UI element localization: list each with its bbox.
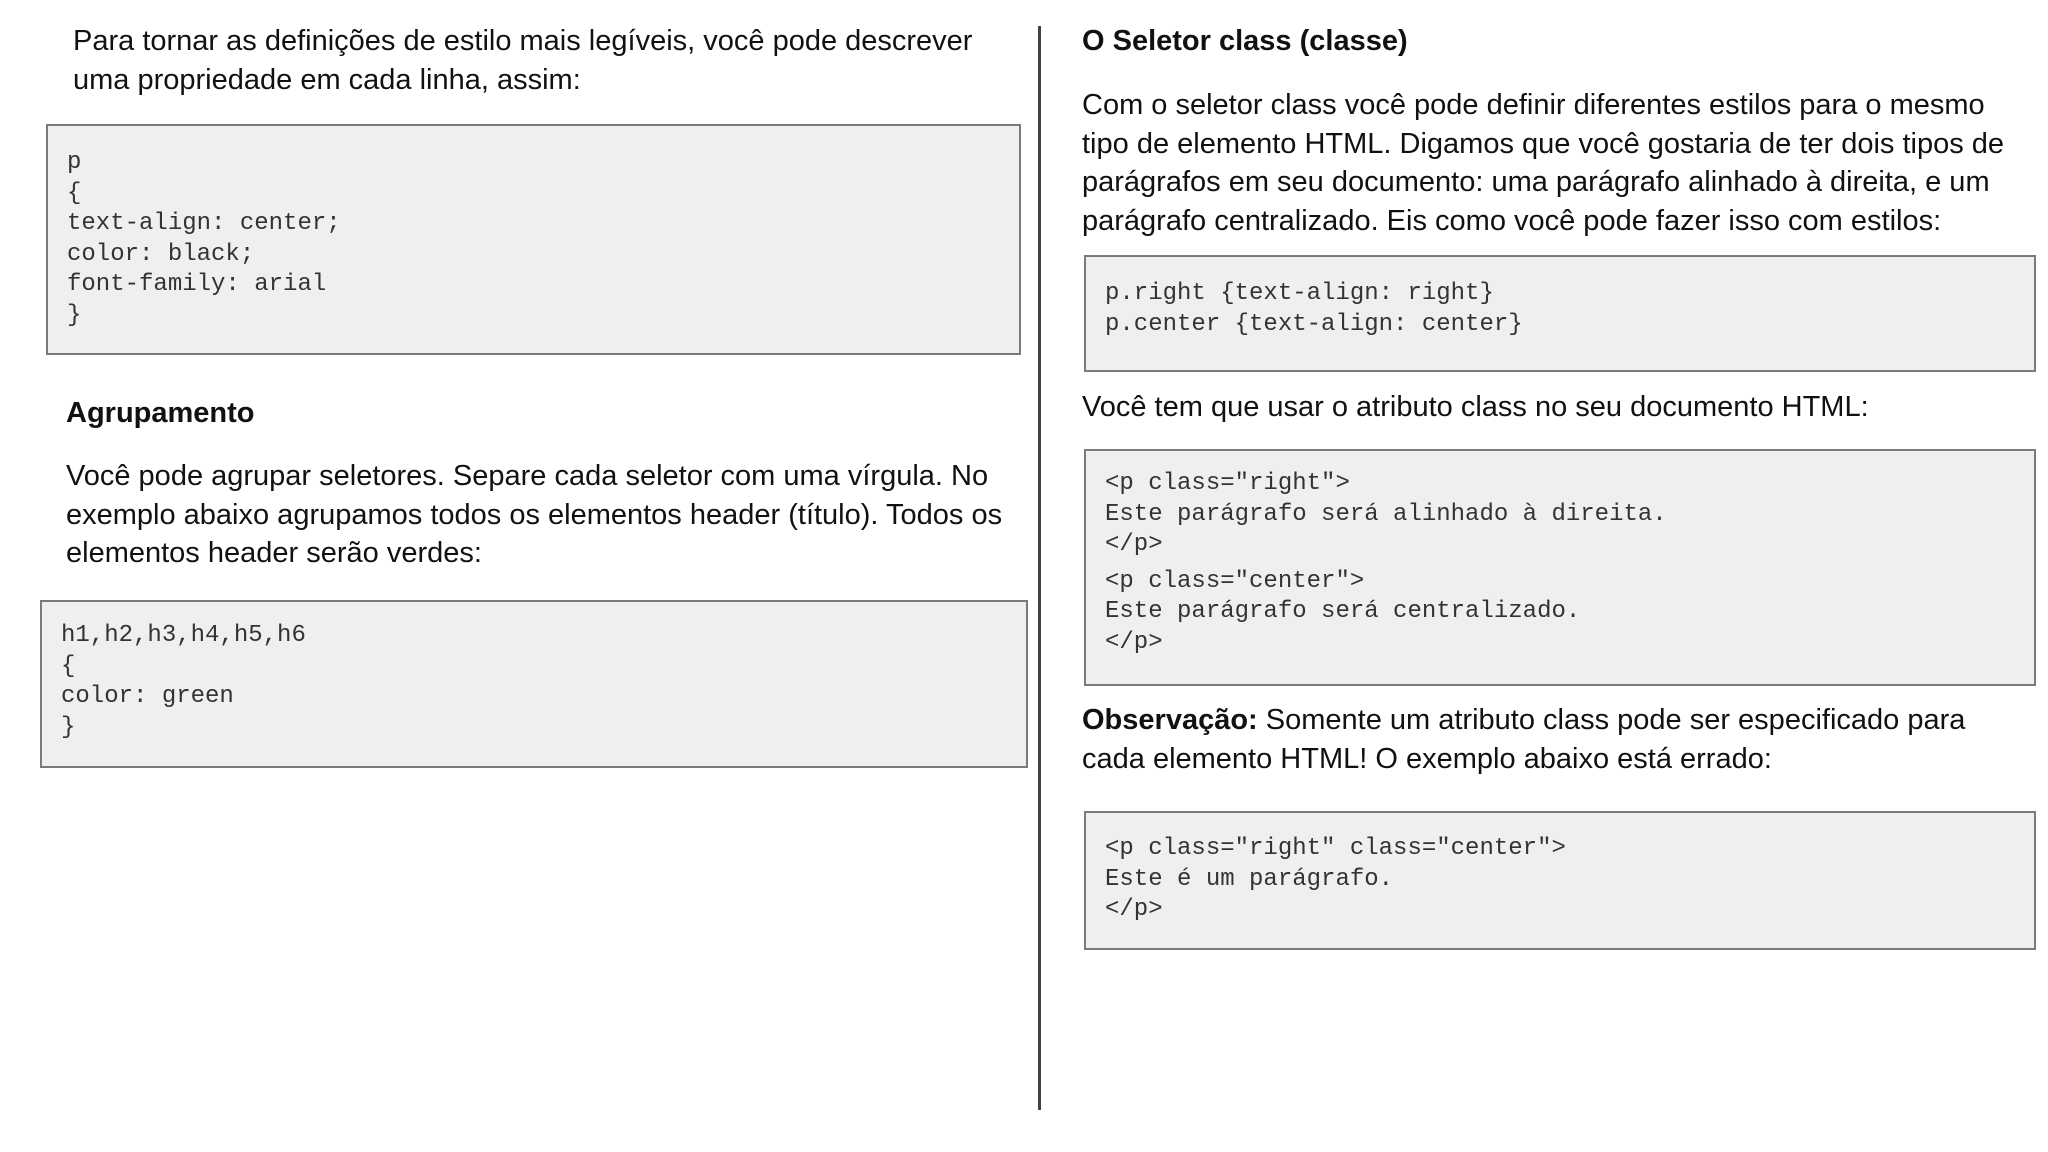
- note-line: [1082, 701, 1965, 740]
- code-line: p.center {text-align: center}: [1105, 310, 1523, 338]
- code-line: }: [67, 301, 82, 329]
- code-line: <p class="right" class="center">: [1105, 835, 1566, 862]
- note-text: [1082, 701, 1965, 778]
- code-line: h1,h2,h3,h4,h5,h6: [61, 622, 306, 649]
- class-intro-line: parágrafo centralizado. Eis como você pode fazer isso com estilos:: [1082, 204, 1942, 237]
- code-line: </p>: [1105, 896, 1163, 923]
- code-line: {: [67, 179, 82, 207]
- intro-line: Para tornar as definições de estilo mais legíveis, você pode descrever: [73, 25, 973, 57]
- code-line: text-align: center;: [67, 210, 341, 237]
- grouping-line: exemplo abaixo agrupamos todos os elementos header (título). Todos os: [66, 498, 1003, 531]
- column-divider: [1038, 26, 1041, 1110]
- class-selector-section: [1082, 22, 1408, 61]
- code-line: color: green: [61, 683, 234, 710]
- usage-line: Você tem que usar o atributo class no seu documento HTML:: [1082, 391, 1869, 423]
- code-block-class-usage: [1084, 449, 2036, 686]
- grouping-section: [66, 394, 255, 433]
- code-line: p: [67, 149, 82, 176]
- class-intro-line: Com o seletor class você pode definir diferentes estilos para o mesmo: [1082, 89, 1985, 121]
- note-line: cada elemento HTML! O exemplo abaixo está errado:: [1082, 742, 1772, 775]
- note-text-part: Somente um atributo class pode ser especificado para: [1257, 704, 1966, 736]
- class-intro: [1082, 86, 2004, 240]
- section-heading: O Seletor class (classe): [1082, 25, 1408, 57]
- code-line: }: [61, 713, 76, 741]
- code-line: color: black;: [67, 240, 255, 268]
- code-block-class-rules: [1084, 255, 2036, 372]
- section-heading: Agrupamento: [66, 397, 255, 429]
- intro-line: uma propriedade em cada linha, assim:: [73, 63, 581, 96]
- code-line: font-family: arial: [67, 271, 327, 298]
- code-line: Este é um parágrafo.: [1105, 865, 1394, 893]
- code-line: Este parágrafo será alinhado à direita.: [1105, 500, 1667, 528]
- code-block-headers: [40, 600, 1028, 768]
- code-line: p.right {text-align: right}: [1105, 280, 1494, 307]
- code-line: {: [61, 652, 76, 680]
- grouping-line: Você pode agrupar seletores. Separe cada seletor com uma vírgula. No: [66, 460, 989, 492]
- grouping-line: elementos header serão verdes:: [66, 537, 482, 569]
- code-line: </p>: [1105, 628, 1163, 656]
- class-intro-line: tipo de elemento HTML. Digamos que você gostaria de ter dois tipos de: [1082, 127, 2005, 160]
- note-label: Observação:: [1082, 704, 1258, 736]
- code-line: <p class="right">: [1105, 470, 1350, 497]
- grouping-text: [66, 457, 1002, 573]
- code-block-wrong-example: [1084, 811, 2036, 950]
- usage-text: [1082, 388, 1869, 427]
- code-line: Este parágrafo será centralizado.: [1105, 598, 1581, 625]
- code-line: <p class="center">: [1105, 567, 1365, 595]
- code-block-p-style: [46, 124, 1021, 355]
- code-line: </p>: [1105, 531, 1163, 558]
- left-intro: [73, 22, 972, 99]
- class-intro-line: parágrafos em seu documento: uma parágrafo alinhado à direita, e um: [1082, 166, 1990, 198]
